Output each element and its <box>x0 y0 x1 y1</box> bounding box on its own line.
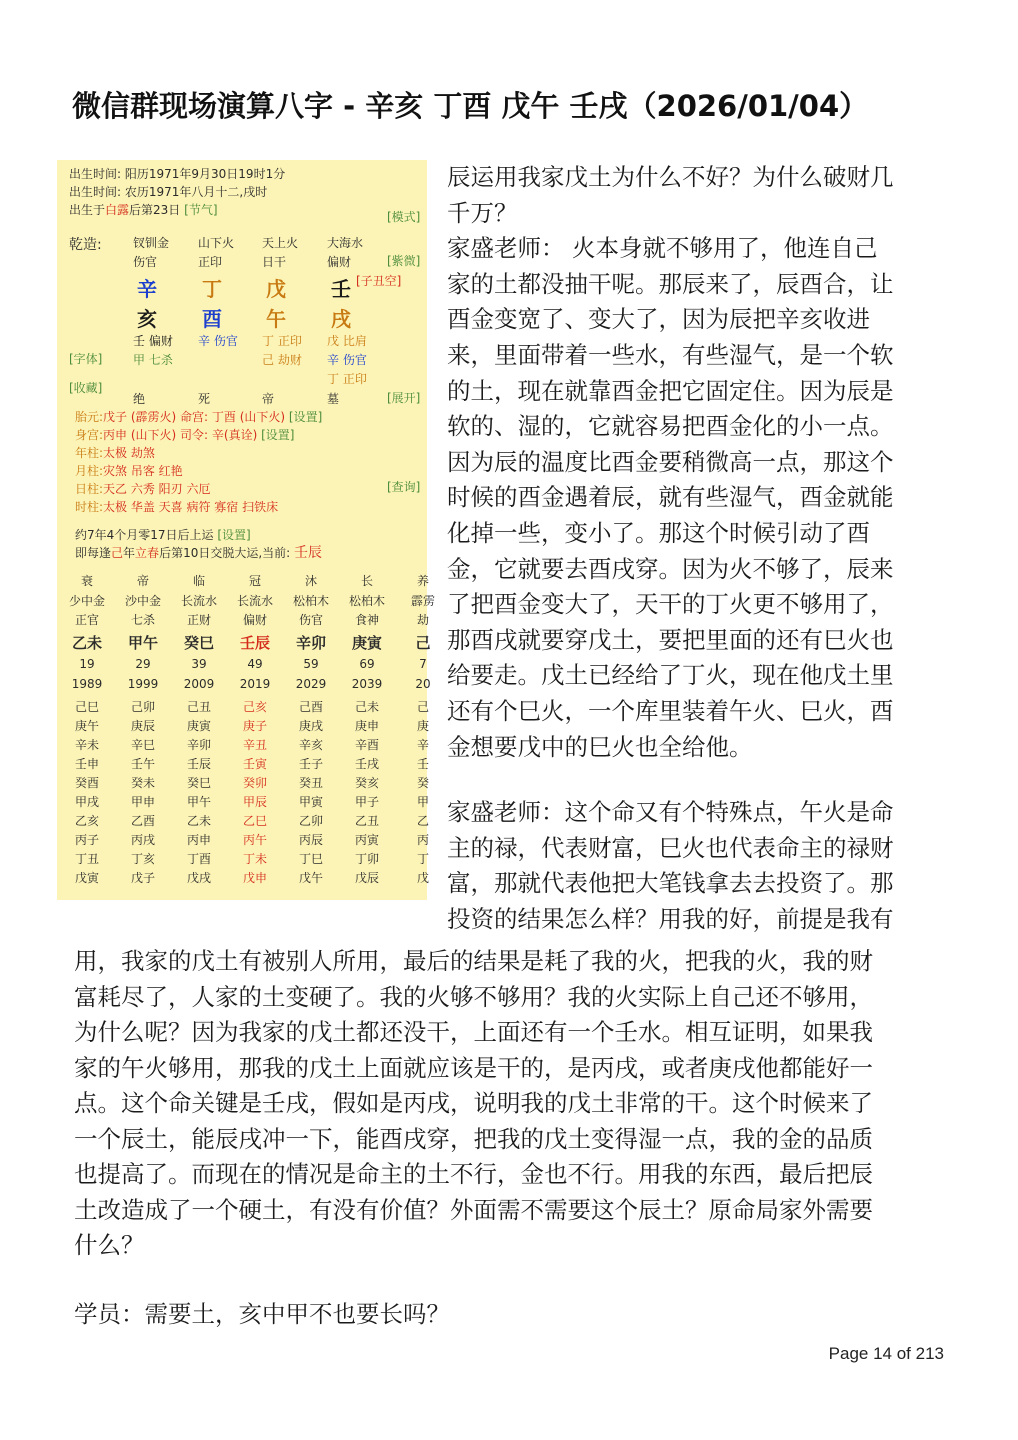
liunian-cell[interactable]: 庚午 <box>74 719 99 733</box>
liunian-cell[interactable]: 庚 <box>416 719 429 733</box>
dayun-age-2: 39 <box>191 657 207 671</box>
dayun-age-1: 29 <box>135 657 151 671</box>
liunian-cell[interactable]: 丙申 <box>186 833 211 847</box>
dayun-nayin-3: 长流水 <box>236 594 273 608</box>
liunian-cell[interactable]: 戊午 <box>298 871 323 885</box>
right-column-text <box>447 160 947 937</box>
liunian-cell[interactable]: 甲午 <box>186 795 211 809</box>
tian-gan-1: 丁 <box>202 277 222 301</box>
text-line: 土改造成了一个硬土，有没有价值？外面需不需要这个辰土？原命局家外需要 <box>74 1195 873 1224</box>
changsheng-0: 绝 <box>133 392 146 406</box>
liunian-cell[interactable]: 庚戌 <box>298 719 323 733</box>
liunian-cell[interactable]: 戊寅 <box>74 871 99 885</box>
dayun-shishen-5: 食神 <box>354 613 379 627</box>
text-line: 因为辰的温度比酉金要稍微高一点，那这个 <box>447 447 894 476</box>
liunian-cell[interactable]: 甲寅 <box>298 795 323 809</box>
tian-gan-2: 戊 <box>266 277 286 301</box>
liunian-cell[interactable]: 丙 <box>416 833 429 847</box>
liunian-cell[interactable]: 丙子 <box>74 833 99 847</box>
liunian-cell[interactable]: 乙丑 <box>354 814 379 828</box>
liunian-cell[interactable]: 甲 <box>416 795 429 809</box>
shishen-3: 偏财 <box>327 255 352 269</box>
liunian-row <box>57 831 427 849</box>
canggan-1-1: 辛 伤官 <box>198 334 238 348</box>
liunian-cell[interactable]: 丁 <box>416 852 429 866</box>
text-line: 为什么呢？因为我家的戊土都还没干，上面还有一个壬水。相互证明，如果我 <box>74 1018 873 1046</box>
dayun-ganzhi-5[interactable]: 庚寅 <box>351 634 382 652</box>
tian-gan-3: 壬 <box>331 277 351 301</box>
liunian-row <box>57 793 427 811</box>
liunian-cell[interactable]: 壬 <box>416 757 429 771</box>
liunian-cell[interactable]: 癸卯 <box>242 776 267 790</box>
liunian-cell[interactable]: 辛亥 <box>298 738 323 752</box>
liunian-cell[interactable]: 壬申 <box>74 757 99 771</box>
liunian-cell[interactable]: 癸未 <box>130 776 155 790</box>
shishen-0: 伤官 <box>133 255 158 269</box>
shengong-setting-link[interactable]: [设置] <box>261 428 295 442</box>
liunian-cell[interactable]: 戊子 <box>130 871 155 885</box>
dayun-shishen-3: 偏财 <box>242 613 267 627</box>
dayun-shishen-6: 劫 <box>416 613 429 627</box>
query-link[interactable]: [查询] <box>387 480 421 494</box>
canggan-3-3: 丁 正印 <box>327 372 367 386</box>
changsheng-3: 墓 <box>327 392 340 406</box>
gong-info: 胎元:戊子 (霹雳火) 命宫: 丁酉 (山下火) [设置] 身宫:丙申 (山下火) 司令: 辛(真诠) [设置] 年柱:太极 劫煞 月柱:灾煞 吊客 红艳 日柱:天乙 六秀 阳刃 六厄 时柱:太极 华盖 天喜 病符 寡宿 扫铁床 <box>75 410 323 514</box>
text-line: 化掉一些，变小了。那这个时候引动了酉 <box>447 518 870 547</box>
canggan-1-3: 戊 比肩 <box>327 334 367 348</box>
dayun-year-6: 20 <box>415 677 431 691</box>
full-width-text <box>74 944 954 1264</box>
dayun-nayin-row <box>57 592 435 610</box>
dayun-ganzhi-row <box>57 632 431 652</box>
liunian-cell[interactable]: 乙巳 <box>242 814 267 828</box>
kongwang: [子丑空] <box>356 274 402 288</box>
page-title: 微信群现场演算八字 - 辛亥 丁酉 戊午 壬戌（2026/01/04） <box>72 89 869 123</box>
dayun-year-1: 1999 <box>127 677 159 691</box>
liunian-cell[interactable]: 壬寅 <box>242 757 267 771</box>
text-line: 富，那就代表他把大笔钱拿去去投资了。那 <box>447 869 894 898</box>
liunian-cell[interactable]: 辛丑 <box>242 738 267 752</box>
collect-link[interactable]: [收藏] <box>69 381 103 395</box>
liunian-cell[interactable]: 己丑 <box>186 700 211 714</box>
liunian-cell[interactable]: 己卯 <box>130 700 155 714</box>
text-line: 投资的结果怎么样？用我的好，前提是我有 <box>447 904 894 933</box>
dayun-shishen-2: 正财 <box>186 613 211 627</box>
liunian-row <box>57 869 427 887</box>
liunian-cell[interactable]: 戊辰 <box>354 871 379 885</box>
shishen-1: 正印 <box>198 255 223 269</box>
di-zhi-1: 酉 <box>202 307 222 331</box>
liunian-cell[interactable]: 壬子 <box>298 757 323 771</box>
dayun-age-5: 69 <box>359 657 375 671</box>
qiyun-setting-link[interactable]: [设置] <box>217 528 251 542</box>
dayun-year-0: 1989 <box>71 677 103 691</box>
liunian-cell[interactable]: 庚寅 <box>186 719 211 733</box>
nayin-2: 天上火 <box>262 236 299 250</box>
page-number: Page 14 of 213 <box>828 1344 944 1363</box>
text-line: 什么？ <box>74 1231 145 1259</box>
canggan-2-3: 辛 伤官 <box>327 353 367 367</box>
liunian-row <box>57 774 427 792</box>
dayun-changsheng-4: 沐 <box>304 574 317 588</box>
dayun-ganzhi-3[interactable]: 壬辰 <box>239 634 270 652</box>
liunian-row <box>57 736 427 754</box>
canggan-2-0: 甲 七杀 <box>133 353 173 367</box>
dayun-shishen-row <box>57 611 427 629</box>
liunian-cell[interactable]: 癸 <box>416 776 429 790</box>
text-line: 也提高了。而现在的情况是命主的土不行，金也不行。用我的东西，最后把辰 <box>74 1160 873 1188</box>
text-line: 主的禄，代表财富，巳火也代表命主的禄财 <box>447 833 894 862</box>
dayun-age-3: 49 <box>247 657 263 671</box>
dayun-year-2: 2009 <box>183 677 215 691</box>
liunian-cell[interactable]: 己 <box>416 700 429 714</box>
dayun-age-row <box>57 657 427 675</box>
liunian-cell[interactable]: 壬午 <box>130 757 155 771</box>
liunian-cell[interactable]: 壬辰 <box>186 757 211 771</box>
text-line: 富耗尽了，人家的土变硬了。我的火够不够用？我的火实际上自己还不够用， <box>74 982 873 1011</box>
liunian-cell[interactable]: 癸亥 <box>354 776 379 790</box>
dayun-shishen-4: 伤官 <box>298 613 323 627</box>
dayun-nayin-4: 松柏木 <box>292 594 329 608</box>
student-question: 学员：需要土，亥中甲不也要长吗？ <box>74 1300 450 1328</box>
text-line: 家的土都没抽干呢。那辰来了，辰酉合，让 <box>447 269 894 298</box>
liunian-cell[interactable]: 戊戌 <box>186 871 211 885</box>
nayin-3: 大海水 <box>327 236 364 250</box>
liunian-cell[interactable]: 庚子 <box>242 719 267 733</box>
dayun-year-row <box>57 677 431 695</box>
expand-link[interactable]: [展开] <box>387 391 421 405</box>
liunian-cell[interactable]: 丙午 <box>242 833 267 847</box>
di-zhi-0: 亥 <box>137 307 157 331</box>
liunian-cell[interactable]: 乙亥 <box>74 814 99 828</box>
birth-solar: 出生时间: 阳历1971年9月30日19时1分 <box>69 167 286 181</box>
nayin-0: 钗钏金 <box>133 236 170 250</box>
liunian-row <box>57 698 427 716</box>
liunian-cell[interactable]: 辛未 <box>74 738 99 752</box>
dayun-age-4: 59 <box>303 657 319 671</box>
dayun-nayin-5: 松柏木 <box>348 594 385 608</box>
liunian-cell[interactable]: 己亥 <box>242 700 267 714</box>
dayun-nayin-0: 少中金 <box>68 594 105 608</box>
liunian-cell[interactable]: 庚申 <box>354 719 379 733</box>
changsheng-2: 帝 <box>262 392 275 406</box>
liunian-cell[interactable]: 癸丑 <box>298 776 323 790</box>
mode-link[interactable]: [模式] <box>387 210 421 224</box>
text-line: 金，它就要去酉戌穿。因为火不够了，辰来 <box>447 554 894 583</box>
text-line: 家的午火够用，那我的戊土上面就应该是干的，是丙戌，或者庚戌他都能好一 <box>74 1053 873 1082</box>
liunian-cell[interactable]: 乙未 <box>186 814 211 828</box>
dayun-nayin-1: 沙中金 <box>124 594 161 608</box>
liunian-cell[interactable]: 壬戌 <box>354 757 379 771</box>
bazi-chart <box>57 160 435 900</box>
font-link[interactable]: [字体] <box>69 352 103 366</box>
liunian-cell[interactable]: 辛巳 <box>130 738 155 752</box>
liunian-cell[interactable]: 丁酉 <box>186 852 211 866</box>
liunian-cell[interactable]: 丙辰 <box>298 833 323 847</box>
liunian-cell[interactable]: 丁卯 <box>354 852 379 866</box>
shishen-2: 日干 <box>262 255 287 269</box>
text-line: 金想要戊中的巳火也全给他。 <box>447 732 753 761</box>
liunian-row <box>57 717 427 735</box>
nayin-1: 山下火 <box>198 236 235 250</box>
dayun-shishen-0: 正官 <box>74 613 99 627</box>
text-line: 来，里面带着一些水，有些湿气，是一个软 <box>447 340 894 369</box>
dayun-changsheng-2: 临 <box>192 574 205 588</box>
dayun-ganzhi-4[interactable]: 辛卯 <box>295 634 326 652</box>
text-line: 的土，现在就靠酉金把它固定住。因为辰是 <box>447 376 894 405</box>
liunian-row <box>57 755 427 773</box>
dayun-age-0: 19 <box>79 657 95 671</box>
dayun-year-3: 2019 <box>239 677 271 691</box>
liunian-cell[interactable]: 丁丑 <box>74 852 99 866</box>
text-line: 家盛老师： 火本身就不够用了，他连自己 <box>447 234 878 263</box>
birth-lunar: 出生时间: 农历1971年八月十二,戌时 <box>69 185 268 199</box>
text-line: 软的、湿的，它就容易把酉金化的小一点。 <box>447 412 894 441</box>
dayun-nayin-2: 长流水 <box>180 594 217 608</box>
liunian-row <box>57 812 427 830</box>
text-line: 家盛老师：这个命又有个特殊点，午火是命 <box>447 798 894 827</box>
text-line: 了把酉金变大了，天干的丁火更不够用了， <box>447 590 894 619</box>
qianzao-label: 乾造: <box>69 237 102 253</box>
text-line: 点。这个命关键是壬戌，假如是丙戌，说明我的戊土非常的干。这个时候来了 <box>74 1089 873 1117</box>
ziwei-link[interactable]: [紫微] <box>387 254 421 268</box>
liunian-cell[interactable]: 甲戌 <box>74 795 99 809</box>
liunian-cell[interactable]: 戊 <box>416 871 429 885</box>
text-line: 那酉戌就要穿戊土，要把里面的还有巳火也 <box>447 625 894 654</box>
liunian-cell[interactable]: 辛 <box>416 738 429 752</box>
liunian-cell[interactable]: 癸巳 <box>186 776 211 790</box>
liunian-cell[interactable]: 甲子 <box>354 795 379 809</box>
dayun-ganzhi-2[interactable]: 癸巳 <box>183 634 214 652</box>
dayun-age-6: 7 <box>419 657 427 671</box>
liunian-row <box>57 850 427 868</box>
liunian-cell[interactable]: 甲辰 <box>242 795 267 809</box>
text-line: 时候的酉金遇着辰，就有些湿气，酉金就能 <box>447 483 894 512</box>
text-line: 酉金变宽了、变大了，因为辰把辛亥收进 <box>447 305 870 334</box>
birth-info <box>69 165 285 219</box>
liunian-cell[interactable]: 辛卯 <box>186 738 211 752</box>
dayun-year-5: 2039 <box>351 677 383 691</box>
liunian-cell[interactable]: 庚辰 <box>130 719 155 733</box>
liunian-cell[interactable]: 辛酉 <box>354 738 379 752</box>
dayun-changsheng-1: 帝 <box>136 574 149 588</box>
dayun-shishen-1: 七杀 <box>130 613 155 627</box>
changsheng-1: 死 <box>198 392 211 406</box>
liunian-cell[interactable]: 己巳 <box>74 700 99 714</box>
liunian-cell[interactable]: 乙酉 <box>130 814 155 828</box>
dayun-changsheng-5: 长 <box>360 574 373 588</box>
canggan-2-2: 己 劫财 <box>262 353 302 367</box>
taiyuan-setting-link[interactable]: [设置] <box>288 410 323 424</box>
canggan-1-2: 丁 正印 <box>262 334 302 348</box>
dayun-year-4: 2029 <box>295 677 327 691</box>
text-line: 辰运用我家戊土为什么不好？为什么破财几 <box>447 163 894 191</box>
dayun-changsheng-row <box>57 572 427 590</box>
liunian-cell[interactable]: 丁未 <box>242 852 267 866</box>
canggan-1-0: 壬 偏财 <box>133 334 173 348</box>
dayun-changsheng-6: 养 <box>416 574 429 588</box>
liunian-cell[interactable]: 癸酉 <box>74 776 99 790</box>
text-line: 用，我家的戊土有被别人所用，最后的结果是耗了我的火，把我的火，我的财 <box>74 947 873 975</box>
tian-gan-0: 辛 <box>137 277 157 301</box>
qiyun-info: 约7年4个月零17日后上运 [设置] 即每逢己年立春后第10日交脱大运,当前: 壬辰 <box>75 528 323 561</box>
dayun-ganzhi-1[interactable]: 甲午 <box>127 634 158 652</box>
dayun-changsheng-3: 冠 <box>248 574 261 588</box>
di-zhi-2: 午 <box>266 307 286 331</box>
liunian-cell[interactable]: 丁巳 <box>298 852 323 866</box>
liunian-cell[interactable]: 丙戌 <box>130 833 155 847</box>
jieqi-link[interactable]: [节气] <box>184 203 218 217</box>
liunian-cell[interactable]: 甲申 <box>130 795 155 809</box>
liunian-cell[interactable]: 丁亥 <box>130 852 155 866</box>
text-line: 给要走。戊土已经给了丁火，现在他戊土里 <box>447 661 894 690</box>
text-line: 千万？ <box>447 198 518 227</box>
liunian-cell[interactable]: 丙寅 <box>354 833 379 847</box>
liunian-cell[interactable]: 乙卯 <box>298 814 323 828</box>
dayun-ganzhi-6[interactable]: 己 <box>415 634 431 652</box>
liunian-cell[interactable]: 己未 <box>354 700 379 714</box>
dayun-ganzhi-0[interactable]: 乙未 <box>71 634 102 652</box>
liunian-cell[interactable]: 戊申 <box>242 871 267 885</box>
birth-jieqi: 出生于白露后第23日 [节气] <box>69 203 218 217</box>
di-zhi-3: 戌 <box>331 307 351 331</box>
dayun-nayin-6: 霹雳 <box>410 594 435 608</box>
liunian-cell[interactable]: 乙 <box>416 814 429 828</box>
liunian-cell[interactable]: 己酉 <box>298 700 323 714</box>
text-line: 还有个巳火，一个库里装着午火、巳火，酉 <box>447 696 894 725</box>
text-line: 一个辰土，能辰戌冲一下，能酉戌穿，把我的戊土变得湿一点，我的金的品质 <box>74 1124 873 1153</box>
dayun-changsheng-0: 衰 <box>80 574 93 588</box>
